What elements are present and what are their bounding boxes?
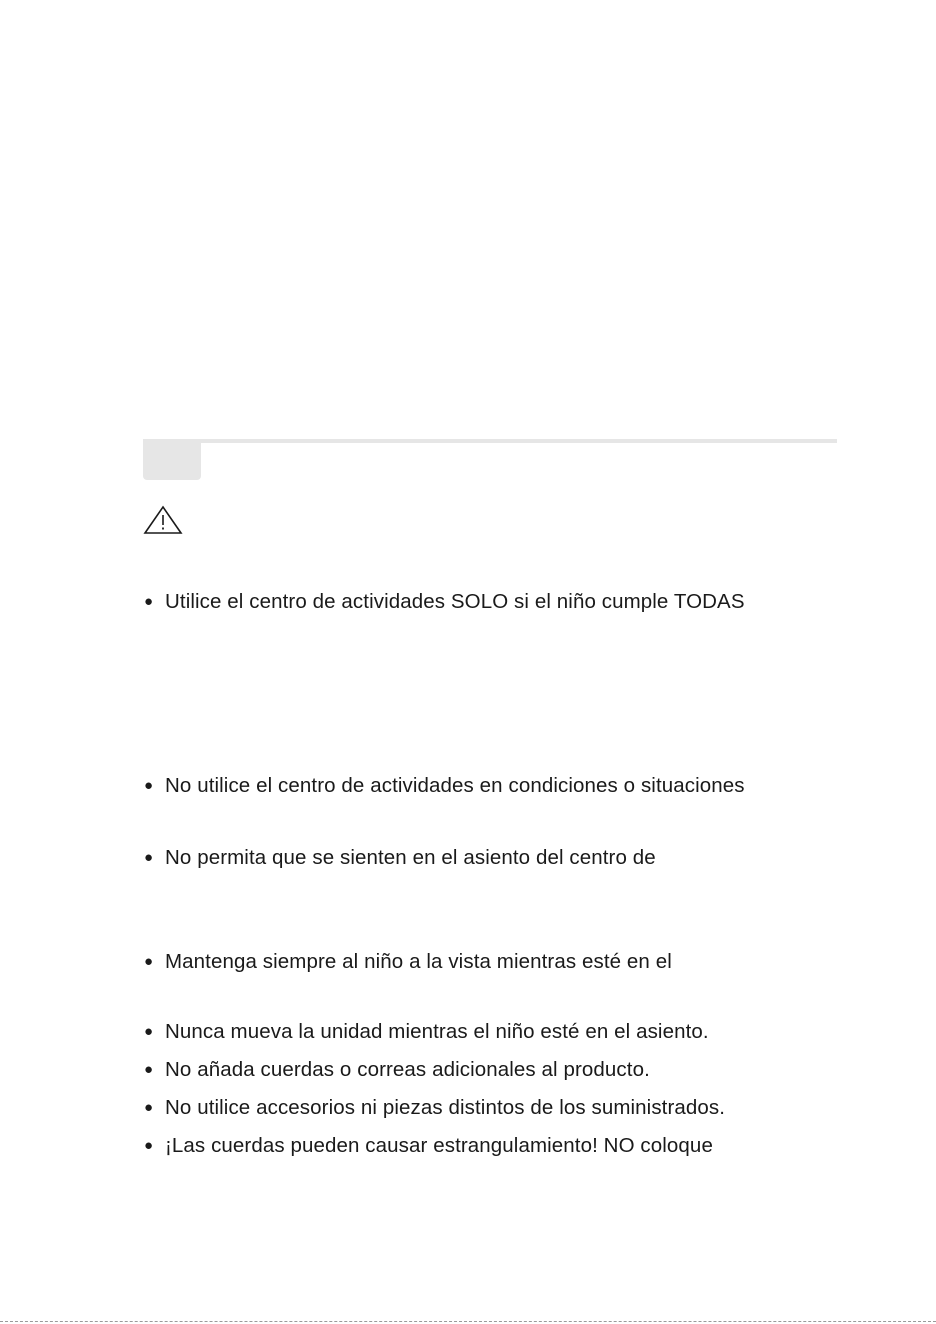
list-item-text: No permita que se sienten en el asiento del centro de: [165, 846, 656, 869]
section-header-tab: [143, 439, 201, 480]
list-item: [144, 1096, 725, 1120]
list-item: [144, 950, 672, 974]
list-item-text: No añada cuerdas o correas adicionales al producto.: [165, 1058, 650, 1081]
bullet-icon: ●: [144, 1099, 154, 1116]
list-item-text: Mantenga siempre al niño a la vista mientras esté en el: [165, 950, 672, 973]
list-item: [144, 846, 656, 870]
bullet-icon: ●: [144, 1137, 154, 1154]
bullet-icon: ●: [144, 777, 154, 794]
list-item: [144, 1020, 709, 1044]
list-item-text: ¡Las cuerdas pueden causar estrangulamiento! NO coloque: [165, 1134, 713, 1157]
list-item-text: Nunca mueva la unidad mientras el niño esté en el asiento.: [165, 1020, 709, 1043]
bullet-icon: ●: [144, 1061, 154, 1078]
list-item: [144, 774, 745, 798]
list-item-text: No utilice accesorios ni piezas distintos de los suministrados.: [165, 1096, 726, 1119]
list-item: [144, 1134, 713, 1158]
bullet-icon: ●: [144, 593, 154, 610]
warning-triangle-icon: [143, 505, 183, 535]
bullet-icon: ●: [144, 1023, 154, 1040]
section-header-rule: [143, 439, 837, 443]
list-item: [144, 590, 745, 614]
list-item-text: No utilice el centro de actividades en condiciones o situaciones: [165, 774, 745, 797]
page-bottom-divider: [0, 1321, 936, 1322]
list-item-text: Utilice el centro de actividades SOLO si el niño cumple TODAS: [165, 590, 745, 613]
list-item: [144, 1058, 650, 1082]
bullet-icon: ●: [144, 849, 154, 866]
bullet-icon: ●: [144, 953, 154, 970]
